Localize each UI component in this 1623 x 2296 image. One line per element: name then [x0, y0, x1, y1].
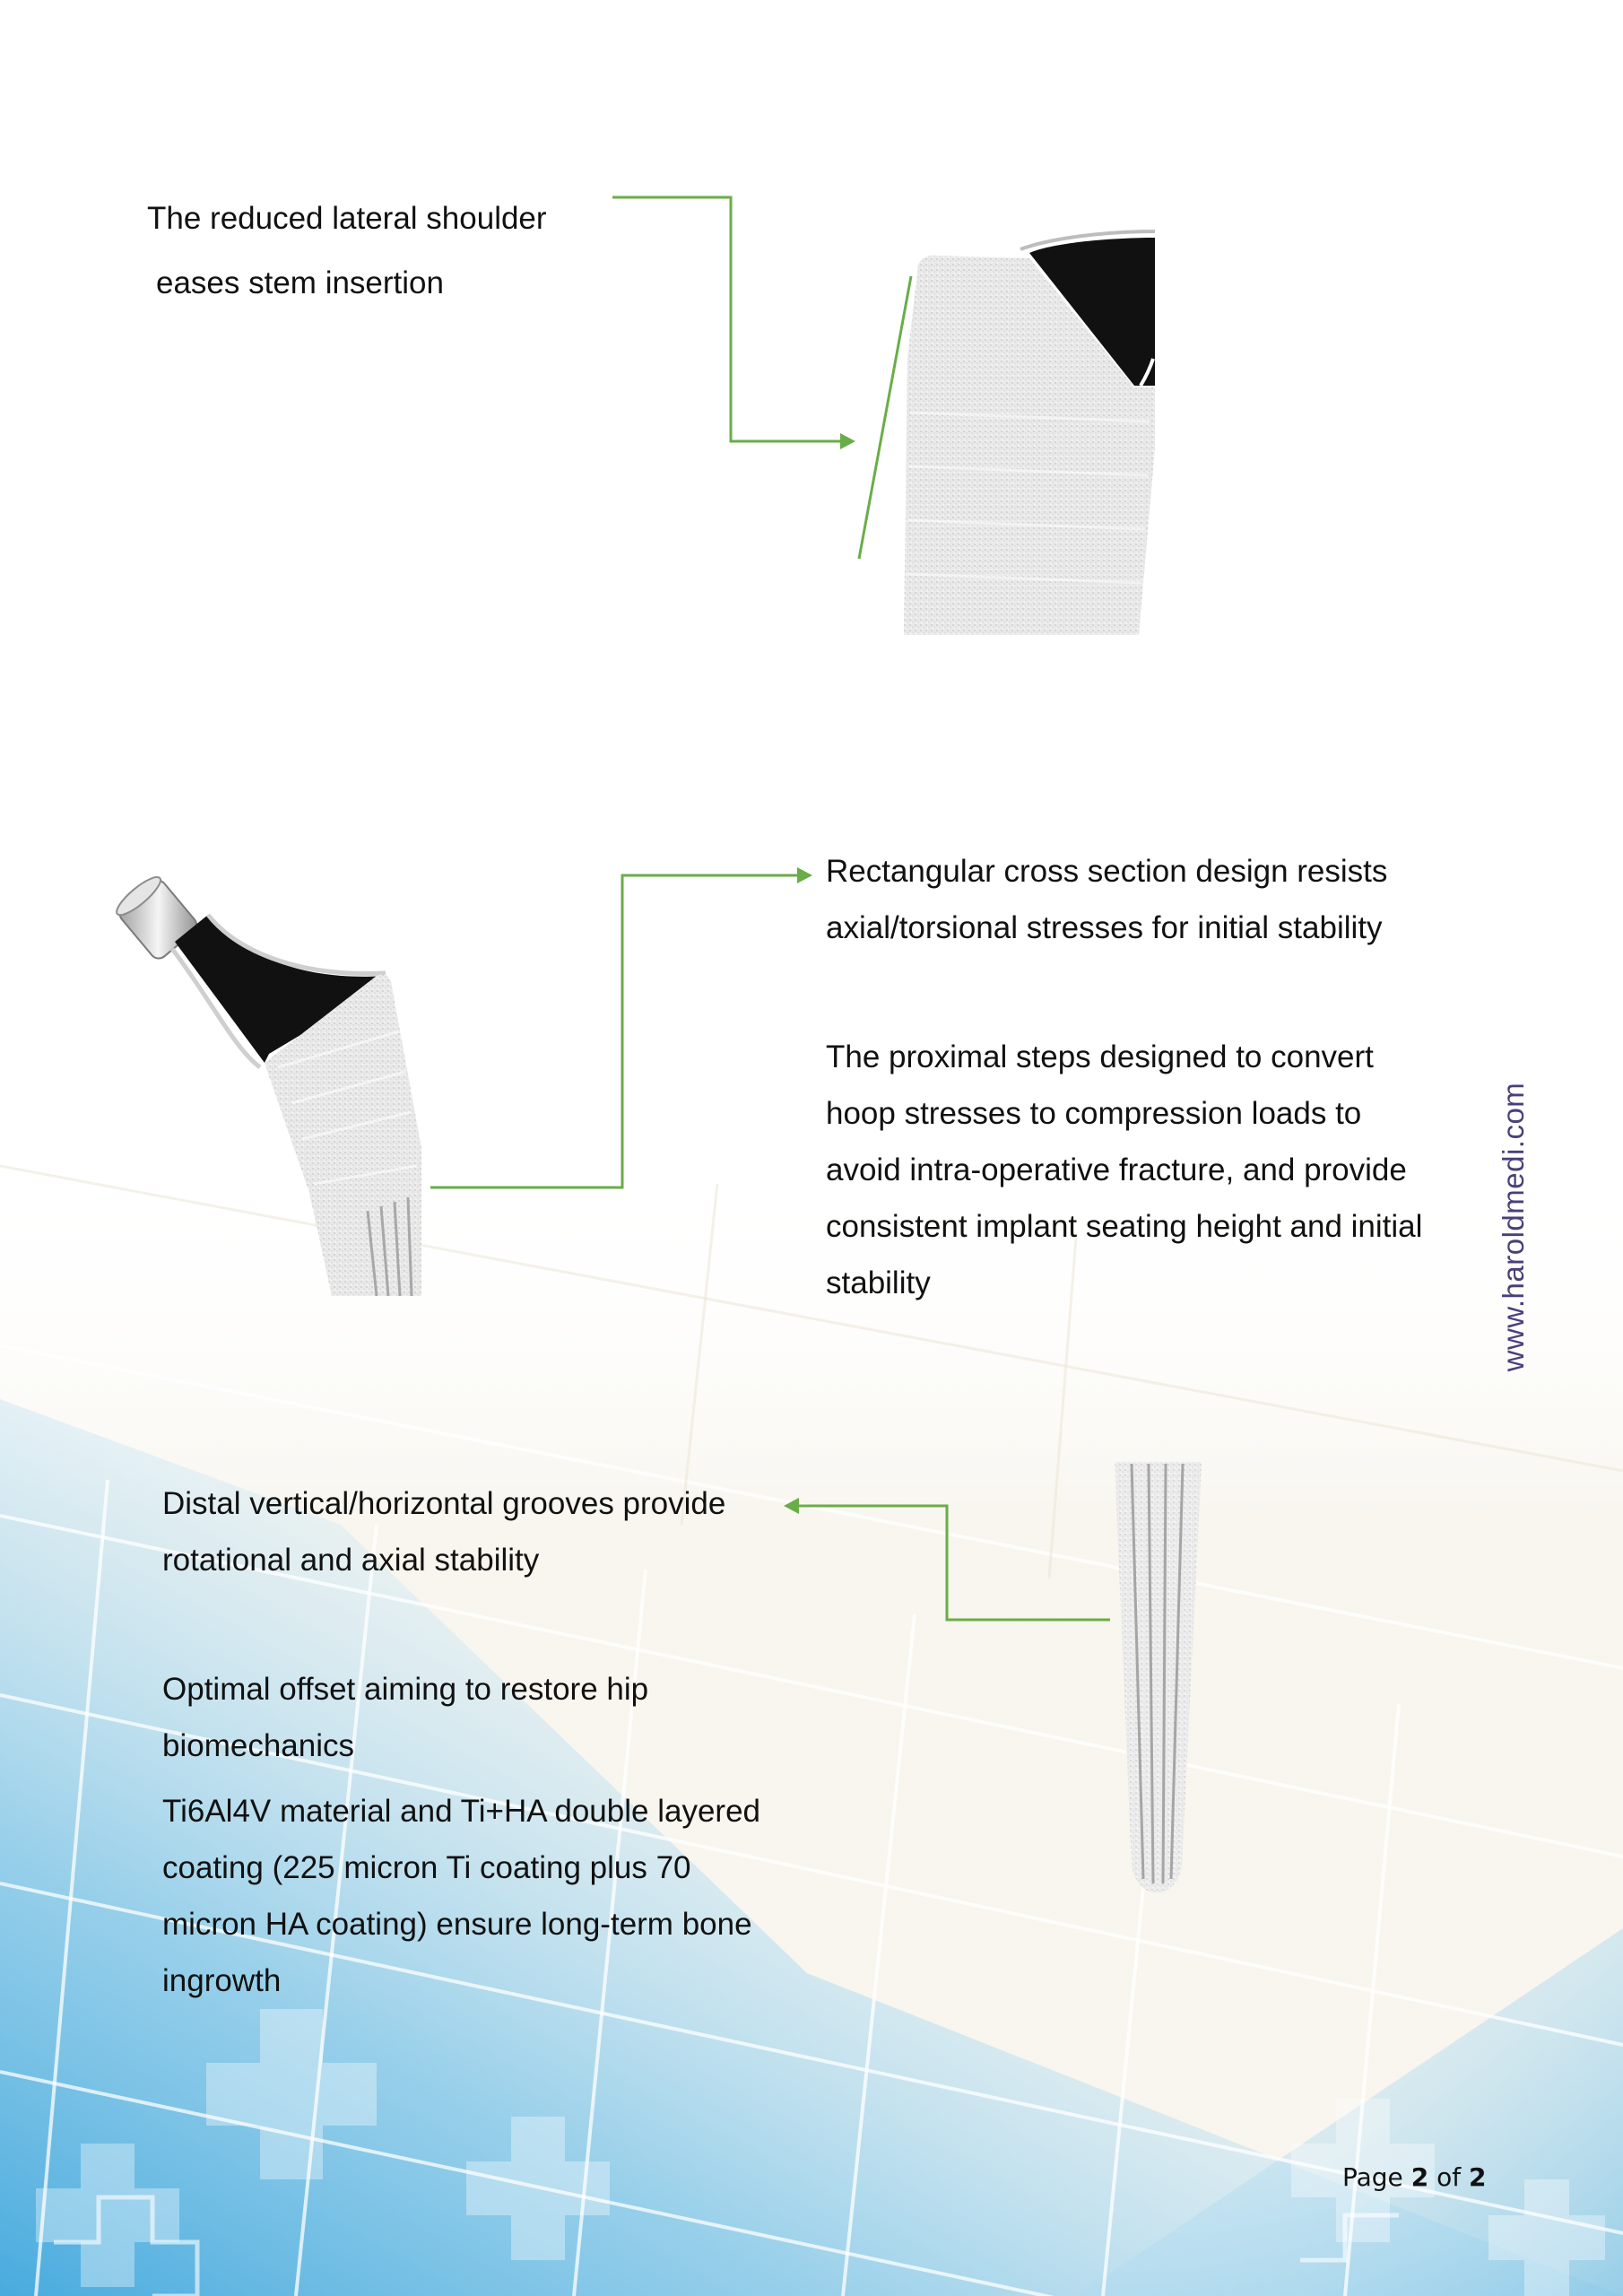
callout-arrow-icon — [840, 433, 855, 449]
page-number — [1342, 2162, 1486, 2192]
hip-stem-distal-image — [1115, 1462, 1202, 1892]
current-page: 2 — [1410, 2162, 1429, 2192]
caption-line: axial/torsional stresses for initial stability — [826, 910, 1383, 945]
caption-optimal-offset — [162, 1661, 648, 1774]
caption-line: The proximal steps designed to convert — [826, 1039, 1374, 1074]
website-url[interactable]: www.haroldmedi.com — [1497, 1082, 1530, 1372]
caption-line: hoop stresses to compression loads to — [826, 1096, 1362, 1131]
caption-line: Rectangular cross section design resists — [826, 854, 1388, 889]
of-word: of — [1436, 2162, 1462, 2192]
caption-line: rotational and axial stability — [162, 1543, 540, 1578]
caption-distal-grooves — [162, 1475, 725, 1588]
caption-line: coating (225 micron Ti coating plus 70 — [162, 1850, 691, 1885]
caption-proximal-steps — [826, 1029, 1422, 1311]
caption-reduced-lateral-shoulder — [147, 187, 547, 316]
caption-line: Ti6Al4V material and Ti+HA double layered — [162, 1794, 760, 1829]
callout-arrow-icon — [797, 867, 812, 883]
callout-arrow-icon — [430, 875, 798, 1187]
callout-arrow-icon — [612, 197, 911, 559]
caption-line: Distal vertical/horizontal grooves provide — [162, 1486, 726, 1521]
caption-line: stability — [826, 1265, 931, 1300]
callout-arrow-icon — [784, 1498, 799, 1514]
caption-line: consistent implant seating height and initial — [826, 1209, 1423, 1244]
caption-line: micron HA coating) ensure long-term bone — [162, 1907, 752, 1942]
caption-line: The reduced lateral shoulder — [147, 201, 547, 236]
caption-line: eases stem insertion — [156, 265, 444, 300]
caption-material-coating — [162, 1783, 760, 2009]
caption-line: avoid intra-operative fracture, and provide — [826, 1152, 1407, 1187]
caption-line: ingrowth — [162, 1963, 282, 1998]
caption-line: Optimal offset aiming to restore hip — [162, 1672, 649, 1707]
total-pages: 2 — [1469, 2162, 1487, 2192]
page-word: Page — [1342, 2162, 1403, 2192]
caption-rectangular-cross-section — [826, 843, 1387, 956]
hip-stem-proximal-image — [904, 231, 1155, 635]
caption-line: biomechanics — [162, 1728, 354, 1763]
callout-arrow-icon — [798, 1506, 1110, 1620]
hip-stem-full-image — [112, 872, 421, 1296]
